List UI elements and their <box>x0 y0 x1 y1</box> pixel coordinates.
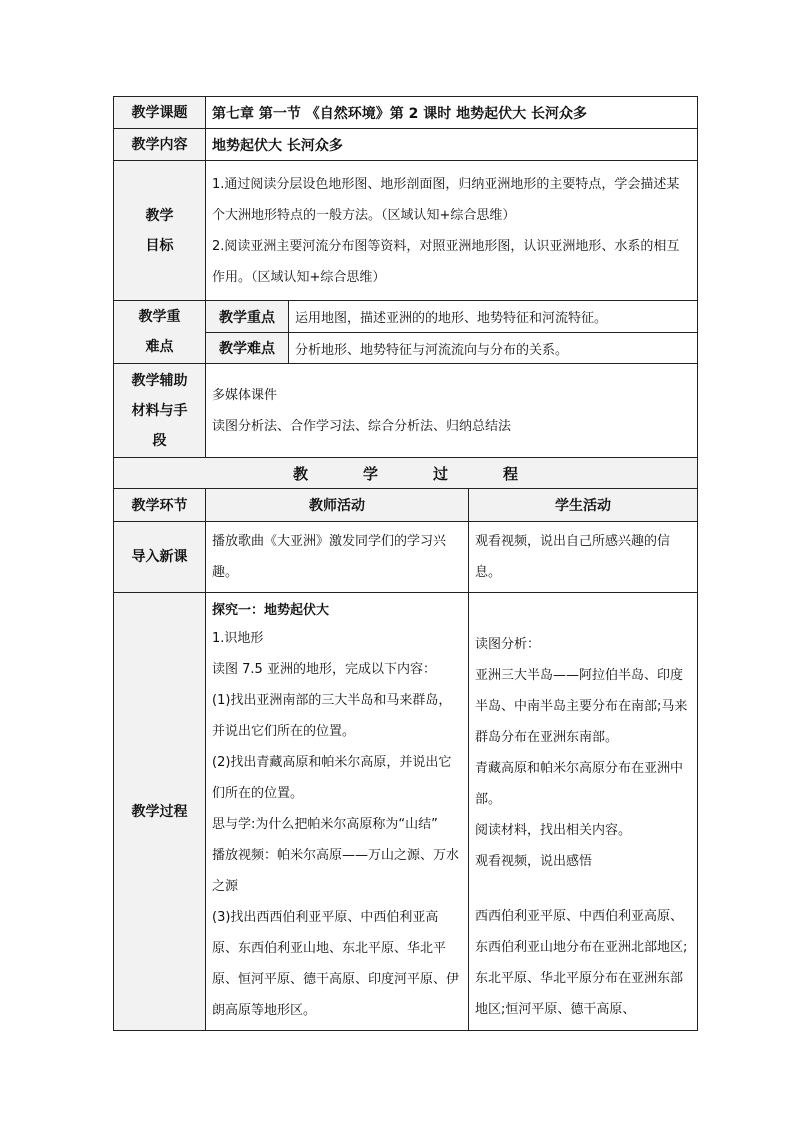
materials-label-line2: 材料与手 <box>131 402 188 419</box>
process-banner-char-3: 过 <box>432 464 448 483</box>
intro-row <box>114 522 698 593</box>
topic-label: 教学课题 <box>114 97 206 129</box>
intro-stage: 导入新课 <box>114 522 206 593</box>
main-student <box>469 593 698 1031</box>
content-row <box>114 129 698 161</box>
main-stage: 教学过程 <box>114 593 206 1031</box>
keypoints-label-line2: 难点 <box>145 339 174 355</box>
main-process-row <box>114 593 698 1031</box>
content-label: 教学内容 <box>114 129 206 161</box>
topic-row <box>114 97 698 129</box>
process-banner-char-2: 学 <box>362 464 378 483</box>
col-head-student: 学生活动 <box>469 489 698 522</box>
teacher-line-2: 读图 7.5 亚洲的地形，完成以下内容： <box>212 662 436 677</box>
materials-line-2: 读图分析法、合作学习法、综合分析法、归纳总结法 <box>212 418 512 434</box>
difficulty-label: 教学难点 <box>206 333 289 364</box>
col-head-teacher: 教师活动 <box>206 489 469 522</box>
focus-label: 教学重点 <box>206 301 289 333</box>
lesson-plan-table <box>113 96 698 1031</box>
student-line-6: 西西伯利亚平原、中西伯利亚高原、东西伯利亚山地分布在亚洲北部地区;东北平原、华北平原分布在亚洲东部地区;恒河平原、德干高原、 <box>475 909 688 1017</box>
focus-row <box>114 301 698 333</box>
materials-label <box>114 364 206 458</box>
topic-value: 第七章 第一节 《自然环境》第 2 课时 地势起伏大 长河众多 <box>206 97 698 129</box>
teacher-line-5: 思与学:为什么把帕米尔高原称为“山结” <box>212 817 438 832</box>
teacher-line-6: 播放视频：帕米尔高原——万山之源、万水之源 <box>212 848 460 894</box>
student-spacer <box>475 599 691 629</box>
student-line-4: 阅读材料，找出相关内容。 <box>475 823 632 838</box>
student-line-5: 观看视频，说出感悟 <box>475 854 593 869</box>
materials-label-line3: 段 <box>152 432 167 449</box>
goals-body <box>206 161 698 301</box>
materials-line-1: 多媒体课件 <box>212 387 278 403</box>
col-head-stage: 教学环节 <box>114 489 206 522</box>
goals-label <box>114 161 206 301</box>
materials-row <box>114 364 698 458</box>
process-banner-char-1: 教 <box>292 464 308 483</box>
process-banner <box>114 458 698 489</box>
keypoints-label <box>114 301 206 364</box>
process-banner-char-4: 程 <box>502 464 518 483</box>
goals-label-line2: 目标 <box>145 237 174 254</box>
process-banner-row <box>114 458 698 489</box>
keypoints-label-line1: 教学重 <box>138 309 181 325</box>
main-teacher <box>206 593 469 1031</box>
teacher-line-7: (3)找出西西伯利亚平原、中西伯利亚高原、东西伯利亚山地、东北平原、华北平原、恒河平原、德干高原、印度河平原、伊朗高原等地形区。 <box>212 910 460 1018</box>
intro-student: 观看视频，说出自己所感兴趣的信息。 <box>469 522 698 593</box>
goals-label-line1: 教学 <box>145 207 174 224</box>
column-head-row <box>114 489 698 522</box>
student-line-3: 青藏高原和帕米尔高原分布在亚洲中部。 <box>475 761 684 807</box>
intro-teacher: 播放歌曲《大亚洲》激发同学们的学习兴趣。 <box>206 522 469 593</box>
teacher-line-3: (1)找出亚洲南部的三大半岛和马来群岛，并说出它们所在的位置。 <box>212 693 452 739</box>
teacher-line-4: (2)找出青藏高原和帕米尔高原，并说出它们所在的位置。 <box>212 755 452 801</box>
focus-value: 运用地图，描述亚洲的的地形、地势特征和河流特征。 <box>289 301 698 333</box>
materials-body <box>206 364 698 458</box>
teacher-line-1: 1.识地形 <box>212 631 264 646</box>
student-line-1: 读图分析： <box>475 637 541 652</box>
student-line-2: 亚洲三大半岛——阿拉伯半岛、印度半岛、中南半岛主要分布在南部;马来群岛分布在亚洲东南部。 <box>475 668 688 745</box>
goals-row <box>114 161 698 301</box>
student-spacer-2 <box>475 877 691 901</box>
materials-label-line1: 教学辅助 <box>131 372 188 389</box>
difficulty-value: 分析地形、地势特征与河流流向与分布的关系。 <box>289 333 698 364</box>
teacher-inquiry: 探究一：地势起伏大 <box>212 603 330 618</box>
goal-item-2: 2.阅读亚洲主要河流分布图等资料，对照亚洲地形图，认识亚洲地形、水系的相互作用。（区域认知+综合思维） <box>212 238 680 285</box>
goal-item-1: 1.通过阅读分层设色地形图、地形剖面图，归纳亚洲地形的主要特点，学会描述某个大洲地形特点的一般方法。（区域认知+综合思维） <box>212 176 680 223</box>
content-value: 地势起伏大 长河众多 <box>206 129 698 161</box>
